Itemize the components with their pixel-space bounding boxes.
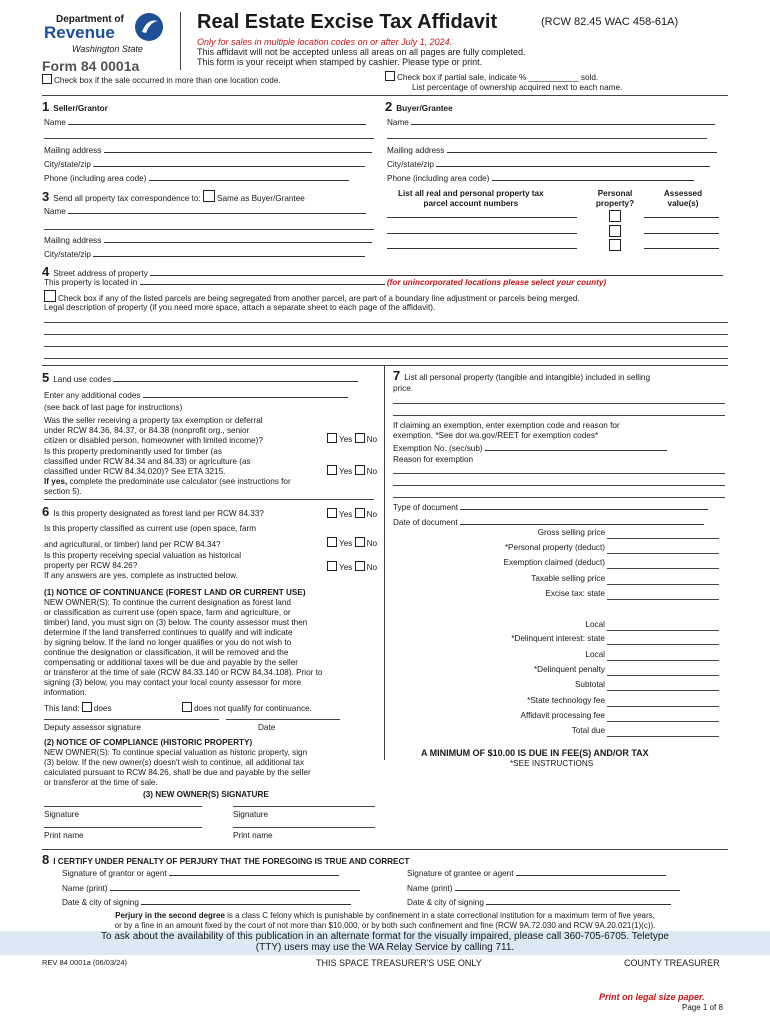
- historic-no-checkbox[interactable]: [355, 561, 365, 571]
- section-3-heading: 3 Send all property tax correspondence to: Same as Buyer/Grantee: [42, 189, 305, 204]
- deputy-date-label[interactable]: Date: [258, 723, 276, 732]
- current-use-no-checkbox[interactable]: [355, 537, 365, 547]
- parcel-column-header: List all real and personal property tax parcel account numbers: [398, 189, 544, 208]
- exemption-yes-no: Yes No: [327, 433, 377, 444]
- multi-location-label: Check box if the sale occurred in more than one location code.: [54, 76, 281, 85]
- same-as-buyer-checkbox[interactable]: [203, 190, 215, 202]
- timber-no-checkbox[interactable]: [355, 465, 365, 475]
- grantor-signature-field[interactable]: Signature of grantor or agent: [62, 869, 339, 878]
- assessed-value-row[interactable]: [644, 211, 719, 220]
- see-instructions-note: *SEE INSTRUCTIONS: [510, 759, 594, 768]
- rcw-reference: (RCW 82.45 WAC 458-61A): [541, 16, 679, 28]
- multi-location-row: [42, 74, 281, 85]
- fee-row[interactable]: *Delinquent interest: state: [511, 634, 605, 643]
- land-use-codes-field[interactable]: 5 Land use codes: [42, 370, 358, 385]
- seller-mailing-field[interactable]: Mailing address: [44, 146, 372, 155]
- section-1-heading: 1 Seller/Grantor: [42, 99, 108, 114]
- see-back-note: (see back of last page for instructions): [44, 403, 183, 412]
- dept-line2: Revenue: [44, 23, 115, 42]
- buyer-phone-field[interactable]: Phone (including area code): [387, 174, 694, 183]
- forest-no-checkbox[interactable]: [355, 508, 365, 518]
- only-for-notice: Only for sales in multiple location codes on or after July 1, 2024.: [197, 37, 453, 47]
- partial-sale-label: Check box if partial sale, indicate % ___________ sold.: [397, 73, 599, 82]
- continuance-text: NEW OWNER(S): To continue the current designation as forest land or classification as current use (open space, farm and agriculture, or timber) land, you must sign on (3) below. The county assessor must then determine if the land transferred continues to qualify and will indicate by signing below. If the land no longer qualifies or you do not wish to continue the designation or classification, it will be removed and the compensating or additional taxes will be due and payable by the seller or transferor at the time of sale (RCW 84.33.140 or RCW 84.34.108). Prior to signing (3) below, you may contact your local county assessor for more information.: [44, 598, 323, 697]
- type-of-document-field[interactable]: Type of document: [393, 503, 708, 512]
- fee-row[interactable]: Local: [585, 620, 605, 629]
- personal-property-column-header: Personal property?: [595, 189, 635, 208]
- correspondence-mailing-field[interactable]: Mailing address: [44, 236, 372, 245]
- correspondence-city-field[interactable]: City/state/zip: [44, 250, 365, 259]
- continuance-title: (1) NOTICE OF CONTINUANCE (FOREST LAND OR CURRENT USE): [44, 588, 306, 597]
- owner-signature-label[interactable]: Signature: [233, 810, 269, 819]
- timber-question: Is this property predominantly used for timber (as classified under RCW 84.34 and 84.33) or agriculture (as classified under RCW 84.34.020)? See ETA 3215.: [44, 447, 251, 476]
- personal-property-list: 7 List all personal property (tangible and intangible) included in selling price.: [393, 368, 651, 393]
- partial-sale-checkbox[interactable]: [385, 71, 395, 81]
- current-use-yes-checkbox[interactable]: [327, 537, 337, 547]
- exemption-yes-checkbox[interactable]: [327, 433, 337, 443]
- street-address-field[interactable]: 4 Street address of property: [42, 264, 723, 279]
- fee-row[interactable]: *Delinquent penalty: [533, 665, 605, 674]
- assessed-value-row[interactable]: [644, 227, 719, 236]
- new-owner-signature-title: (3) NEW OWNER(S) SIGNATURE: [143, 790, 269, 799]
- exemption-instructions: If claiming an exemption, enter exemption code and reason for exemption. *See dor.wa.gov/REET for exemption codes*: [393, 421, 620, 440]
- timber-yes-checkbox[interactable]: [327, 465, 337, 475]
- fee-row[interactable]: Affidavit processing fee: [520, 711, 605, 720]
- unincorporated-note: (for unincorporated locations please select your county): [386, 278, 607, 287]
- section-2-heading: 2 Buyer/Grantee: [385, 99, 453, 114]
- perjury-notice: Perjury in the second degree is a class C felony which is punishable by confinement in a state correctional institution for a maximum term of five years, or by a fine in an amount fixed by the court of not more than $10,000, or by both such confinement and fine (RCW 9A.72.030 and RCW 9A.20.021(1)(c)).: [114, 911, 656, 930]
- fee-row[interactable]: Gross selling price: [537, 528, 605, 537]
- personal-property-checkbox[interactable]: [609, 239, 621, 251]
- parcel-row[interactable]: [387, 242, 577, 251]
- minimum-fee-notice: A MINIMUM OF $10.00 IS DUE IN FEE(S) AND/OR TAX: [421, 748, 649, 758]
- parcel-row[interactable]: [387, 227, 577, 236]
- if-yes-note: If yes, complete the predominate use calculator (see instructions for section 5).: [44, 477, 291, 496]
- exemption-no-checkbox[interactable]: [355, 433, 365, 443]
- owner-signature-label[interactable]: Signature: [44, 810, 80, 819]
- seller-name-field[interactable]: Name: [44, 118, 366, 127]
- personal-property-checkbox[interactable]: [609, 210, 621, 222]
- fee-row[interactable]: *State technology fee: [527, 696, 605, 705]
- parcel-row[interactable]: [387, 211, 577, 220]
- legal-description-line[interactable]: [44, 346, 728, 347]
- buyer-mailing-field[interactable]: Mailing address: [387, 146, 717, 155]
- historic-yes-no: Yes No: [327, 561, 377, 572]
- assessed-value-row[interactable]: [644, 242, 719, 251]
- grantee-name-field[interactable]: Name (print): [407, 884, 680, 893]
- revision-code: REV 84 0001a (06/03/24): [42, 958, 128, 967]
- fee-row[interactable]: Total due: [571, 726, 605, 735]
- section-8-heading: 8 I CERTIFY UNDER PENALTY OF PERJURY THAT THE FOREGOING IS TRUE AND CORRECT: [42, 852, 410, 867]
- exemption-reason-line[interactable]: [393, 485, 725, 486]
- deputy-signature-label[interactable]: Deputy assessor signature: [44, 723, 141, 732]
- fee-row[interactable]: Excise tax: state: [545, 589, 605, 598]
- assessed-value-column-header: Assessed value(s): [663, 189, 703, 208]
- not-accepted-notice: This affidavit will not be accepted unless all areas on all pages are fully completed.: [197, 47, 526, 57]
- accessibility-banner: To ask about the availability of this publication in an alternate format for the visually impaired, please call 360-705-6705. Teletype (TTY) users may use the WA Relay Service by calling 711.: [0, 931, 770, 955]
- grantee-signature-field[interactable]: Signature of grantee or agent: [407, 869, 666, 878]
- dept-line3: Washington State: [72, 44, 143, 54]
- header-divider: [180, 12, 181, 70]
- owner-print-name-label[interactable]: Print name: [44, 831, 84, 840]
- buyer-city-field[interactable]: City/state/zip: [387, 160, 710, 169]
- legal-size-note: Print on legal size paper.: [599, 992, 705, 1002]
- forest-yes-no: Yes No: [327, 508, 377, 519]
- compliance-title: (2) NOTICE OF COMPLIANCE (HISTORIC PROPERTY): [44, 738, 253, 747]
- segregated-checkbox[interactable]: [44, 290, 56, 302]
- legal-description-label: Legal description of property (if you need more space, attach a separate sheet to each page of the affidavit).: [44, 303, 436, 312]
- partial-sale-row: [385, 71, 598, 82]
- fee-row[interactable]: Taxable selling price: [531, 574, 605, 583]
- seller-city-field[interactable]: City/state/zip: [44, 160, 365, 169]
- grantor-name-field[interactable]: Name (print): [62, 884, 360, 893]
- forest-land-question: 6 Is this property designated as forest land per RCW 84.33?: [42, 504, 264, 519]
- fee-row[interactable]: *Personal property (deduct): [504, 543, 605, 552]
- personal-property-line[interactable]: [393, 415, 725, 416]
- additional-codes-field[interactable]: Enter any additional codes: [44, 391, 348, 400]
- personal-property-checkbox[interactable]: [609, 225, 621, 237]
- this-land-row: This land: does: [44, 704, 112, 713]
- receipt-notice: This form is your receipt when stamped by cashier. Please type or print.: [197, 57, 483, 67]
- located-in-field[interactable]: This property is located in (for unincorporated locations please select your county): [44, 278, 607, 287]
- page-title: Real Estate Excise Tax Affidavit: [197, 11, 498, 33]
- exemption-reason-label: Reason for exemption: [393, 455, 474, 464]
- exemption-reason-line[interactable]: [393, 497, 725, 498]
- date-of-document-field[interactable]: Date of document: [393, 518, 704, 527]
- does-not-row: does not qualify for continuance.: [182, 702, 312, 713]
- forest-yes-checkbox[interactable]: [327, 508, 337, 518]
- grantee-date-field[interactable]: Date & city of signing: [407, 898, 671, 907]
- current-use-question: Is this property classified as current use (open space, farm and agricultural, or timber) land per RCW 84.34?: [44, 524, 257, 549]
- page-number: Page 1 of 8: [682, 1003, 723, 1012]
- owner-print-name-label[interactable]: Print name: [233, 831, 273, 840]
- personal-property-line[interactable]: [393, 403, 725, 404]
- grantor-date-field[interactable]: Date & city of signing: [62, 898, 351, 907]
- historic-yes-checkbox[interactable]: [327, 561, 337, 571]
- legal-description-line[interactable]: [44, 334, 728, 335]
- exemption-question: Was the seller receiving a property tax exemption or deferral under RCW 84.36, 84.37, or 84.38 (nonprofit org., senior citizen or disabled person, homeowner with limited income)?: [44, 416, 263, 445]
- buyer-name-field[interactable]: Name: [387, 118, 715, 127]
- seller-phone-field[interactable]: Phone (including area code): [44, 174, 349, 183]
- county-treasurer-label: COUNTY TREASURER: [624, 958, 720, 968]
- column-divider: [384, 365, 385, 760]
- multi-location-checkbox[interactable]: [42, 74, 52, 84]
- fee-row[interactable]: Subtotal: [574, 680, 605, 689]
- exemption-reason-line[interactable]: [393, 473, 725, 474]
- segregated-row: Check box if any of the listed parcels are being segregated from another parcel, are part of a boundary line adjustment or parcels being merged.: [44, 290, 580, 303]
- legal-description-line[interactable]: [44, 358, 728, 359]
- does-not-checkbox[interactable]: [182, 702, 192, 712]
- does-checkbox[interactable]: [82, 702, 92, 712]
- fee-row[interactable]: Exemption claimed (deduct): [503, 558, 605, 567]
- exemption-number-field[interactable]: Exemption No. (sec/sub): [393, 444, 667, 453]
- current-use-yes-no: Yes No: [327, 537, 377, 548]
- treasurer-space-label: THIS SPACE TREASURER'S USE ONLY: [316, 958, 482, 968]
- legal-description-line[interactable]: [44, 322, 728, 323]
- dor-logo: [42, 12, 168, 58]
- historic-question: Is this property receiving special valuation as historical property per RCW 84.26? If any answers are yes, complete as instructed below.: [44, 551, 242, 580]
- fee-row[interactable]: Local: [585, 650, 605, 659]
- dept-line1: Department of: [56, 14, 124, 25]
- form-number: Form 84 0001a: [42, 58, 140, 74]
- ownership-percent-note: List percentage of ownership acquired next to each name.: [412, 83, 623, 92]
- timber-yes-no: Yes No: [327, 465, 377, 476]
- compliance-text: NEW OWNER(S): To continue special valuation as historic property, sign (3) below. If the new owner(s) doesn't wish to continue, all additional tax calculated pursuant to RCW 84.26, shall be due and payable by the seller or transferor at the time of sale.: [44, 748, 311, 787]
- correspondence-name-field[interactable]: Name: [44, 207, 366, 216]
- dor-logo-icon: [134, 12, 164, 42]
